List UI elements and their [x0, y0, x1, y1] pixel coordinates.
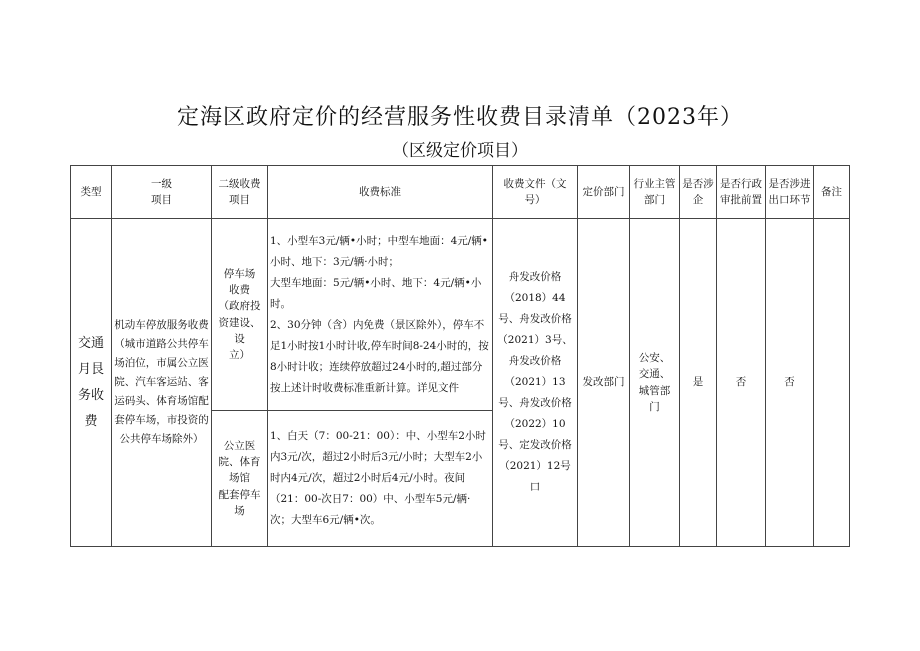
cell-admin-approval: 否: [717, 219, 766, 547]
cell-sub1-standard: 1、小型车3元/辆•小时；中型车地面：4元/辆•小时、地下：3元/辆·小时； 大型车地面：5元/辆•小时、地下：4元/辆•小时。 2、30分钟（含）内免费（景区除外），停车不足1小时按1小时计收,停车时间8-24小时的，按8小时计收；连续停放超过24小时的,超过部分按上述计时收费标准重新计算。详见文件: [268, 219, 493, 411]
cell-remarks: [814, 219, 850, 547]
fee-catalog-table: [70, 165, 850, 547]
header-remarks: 备注: [814, 166, 850, 219]
header-pricing-dept: 定价部门: [578, 166, 630, 219]
header-doc: 收费文件（文 号）: [493, 166, 578, 219]
cell-sub2-name: 公立医院、体育场馆 配套停车场: [212, 411, 268, 547]
document-subtitle: （区级定价项目）: [392, 141, 528, 161]
header-level1: 一级 项目: [112, 166, 212, 219]
header-industry-dept: 行业主管 部门: [630, 166, 680, 219]
cell-sub1-name: 停车场 收费 （政府投资建设、设 立）: [212, 219, 268, 411]
document-title: 定海区政府定价的经营服务性收费目录清单（2023年）: [177, 105, 743, 130]
header-type: 类型: [71, 166, 112, 219]
cell-doc: 舟发改价格（2018）44号、舟发改价格（2021）3号、舟发改价格（2021）13号、舟发改价格（2022）10号、定发改价格（2021）12号口: [493, 219, 578, 547]
header-enterprise: 是否涉 企: [680, 166, 717, 219]
header-level2: 二级收费 项目: [212, 166, 268, 219]
cell-pricing-dept: 发改部门: [578, 219, 630, 547]
table-row: [71, 219, 850, 411]
header-admin-approval: 是否行政 审批前置: [717, 166, 766, 219]
header-export: 是否涉进 出口环节: [766, 166, 814, 219]
cell-level1: 机动车停放服务收费（城市道路公共停车场泊位，市属公立医院、汽车客运站、客运码头、体育场馆配套停车场，市投资的公共停车场除外）: [112, 219, 212, 547]
cell-export: 否: [766, 219, 814, 547]
cell-industry-dept: 公安、 交通、 城管部 门: [630, 219, 680, 547]
cell-type: 交通 月艮 务收 费: [71, 219, 112, 547]
cell-enterprise: 是: [680, 219, 717, 547]
header-standard: 收费标准: [268, 166, 493, 219]
cell-sub2-standard: 1、白天（7：00-21：00）：中、小型车2小时内3元/次，超过2小时后3元/小时；大型车2小时内4元/次，超过2小时后4元/小时。夜间（21：00-次日7：00）中、小型车5元/辆·次；大型车6元/辆•次。: [268, 411, 493, 547]
header-row: [71, 166, 850, 219]
